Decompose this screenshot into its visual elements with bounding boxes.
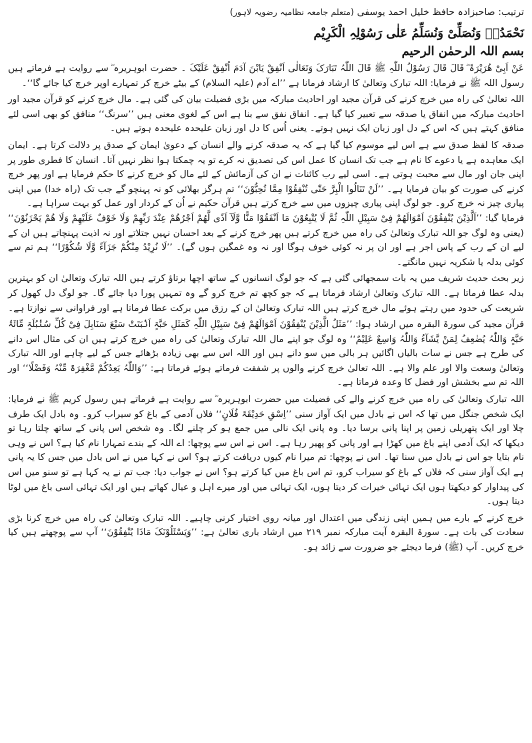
body-paragraph: اللہ تعالیٰ کی راہ میں خرچ کرنے کی قرآن مجید اور احادیث مبارکہ میں بڑی فضیلت بیان کی گئی ہے۔ مال خرچ کرنے کو قرآن مجید اور احادیث مبارکہ میں انفاق یا صدقہ سے تعبیر کیا گیا ہے۔ انفاق نفق سے بنا ہے اس کے لغوی معنی ہیں ’’سرنگ‘‘ منافق کو بھی اسی لئے منافق کہتے ہیں کہ اس کے دل اور زبان ایک نہیں ہوتے۔ یعنی اُس کا دل اور زبان علیحدہ علیحدہ ہوتے ہیں۔ — [8, 94, 524, 135]
body-paragraph: خرچ کرنے کے بارے میں ہمیں اپنی زندگی میں اعتدال اور میانہ روی اختیار کرنی چاہیے۔ اللہ تبارک وتعالیٰ کی راہ میں خرچ کرنا بڑی سعادت کی بات ہے۔ سورۃ البقرہ آیت مبارکہ نمبر ۲۱۹ میں ارشاد باری تعالیٰ ہے: ’’وَیَسْئَلُوْنَکَ مَاذَا یُنْفِقُوْنَ‘‘ آپ سے پوچھتے ہیں کیا خرچ کریں۔ آپ (ﷺ) فرما دیجئے جو ضرورت سے زائد ہو۔ — [8, 512, 524, 553]
byline-affiliation: (متعلم جامعہ نظامیہ رضویہ لاہور) — [229, 8, 354, 18]
hadith-paragraph: عَنْ اَبِیْ ھُرَیْرَۃَ ؓ قَالَ قَالَ رَسُوْلُ اللّٰہِ ﷺ قَالَ اللّٰہُ تَبَارَکَ وَتَعَالٰی اَنْفِقْ یَابْنَ آدَمَ اُنْفِقْ عَلَیْکَ ۔ حضرت ابوہریرہ ؓ سے روایت ہے فرماتے ہیں رسول اللہ ﷺ نے فرمایا: اللہ تبارک وتعالیٰ کا ارشاد فرمانا ہے ’’اے آدم (علیہ السلام) کے بیٹے خرچ کر تمہارے اوپر خرچ کیا جائے گا‘‘۔ — [8, 63, 524, 89]
byline-author: صاحبزادہ حافظ خلیل احمد یوسفی — [356, 7, 496, 18]
salawat-heading: نَحْمَدُہٗ وَنُصَلِّیْ وَنُسَلِّمُ عَلٰی رَسُوْلِہِ الْکَرِیْم — [313, 26, 524, 40]
body-paragraph: قرآن مجید کی سورۃ البقرہ میں ارشاد ہوا: ’’مَثَلُ الَّذِیْنَ یُنْفِقُوْنَ اَمْوَالَھُمْ فِیْ سَبِیْلِ اللّٰہِ کَمَثَلِ حَبَّۃٍ اَنْۢبَتَتْ سَبْعَ سَنَابِلَ فِیْ کُلِّ سُنْۢبُلَۃٍ مِّائَۃُ حَبَّۃٍ وَاللّٰہُ یُضٰعِفُ لِمَنْ یَّشَآءُ وَاللّٰہُ وَاسِعٌ عَلِیْمٌ‘‘ وہ لوگ جو اپنے مال اللہ تبارک وتعالیٰ کی راہ میں خرچ کرتے ہیں ان کی مثال اس دانے کی طرح ہے جس نے سات بالیاں اگائیں ہر بالی میں سو دانے ہیں اور اللہ اس سے بھی زیادہ بڑھائے جس کے لیے چاہے اور اللہ تبارک وتعالیٰ وسعت والا اور علم والا ہے۔ اللہ تعالیٰ خرچ کرنے والوں پر شفقت فرماتے ہوئے فرماتا ہے: ’’وَاللّٰہُ یَعِدُکُمْ مَّغْفِرَۃً مِّنْہُ وَفَضْلًا‘‘ اور اللہ تم سے بخشش اور فضل کا وعدہ فرماتا ہے۔ — [8, 319, 524, 389]
bismillah-heading: بسم اللہ الرحمٰن الرحیم — [401, 44, 524, 58]
body-paragraph: زیر بحث حدیث شریف میں یہ بات سمجھائی گئی ہے کہ جو لوگ انسانوں کے ساتھ اچھا برتاؤ کرتے ہیں اللہ تبارک وتعالیٰ ان کو بہترین بدلہ عطا فرماتا ہے۔ اللہ تبارک وتعالیٰ ارشاد فرماتا ہے کہ جو کچھ تم خرچ کرو گے وہ تمہیں پورا دیا جائے گا۔ جو لوگ دل کھول کر شریعت کی حدود میں رہتے ہوئے مال خرچ کرتے ہیں اللہ تبارک وتعالیٰ ان کے رزق میں برکت عطا فرماتا ہے اور فراوانی سے نوازتا ہے۔ — [8, 273, 524, 314]
byline — [8, 6, 524, 20]
byline-label: ترتیب: — [498, 7, 524, 18]
body-paragraph: فرمایا گیا: ’’اَلَّذِیْنَ یُنْفِقُوْنَ اَمْوَالَھُمْ فِیْ سَبِیْلِ اللّٰہِ ثُمَّ لَا یُتْبِعُوْنَ مَا اَنْفَقُوْا مَنًّا وَّلَآ اَذًی لَّھُمْ اَجْرُھُمْ عِنْدَ رَبِّھِمْ وَلَا خَوْفٌ عَلَیْھِمْ وَلَا ھُمْ یَحْزَنُوْنَ‘‘ (یعنی وہ لوگ جو اللہ تبارک وتعالیٰ کی راہ میں خرچ کرتے ہیں پھر خرچ کرنے کے بعد احسان نہیں جتلاتے اور نہ اذیت پہنچاتے ہیں ان کے لیے ان کے رب کے پاس اجر ہے اور ان پر نہ کوئی خوف ہوگا اور نہ وہ غمگین ہوں گے)۔ ’’لَا نُرِیْدُ مِنْکُمْ جَزَآءً وَّلَا شُکُوْرًا‘‘ ہم تم سے کوئی بدلہ یا شکریہ نہیں مانگتے۔ — [8, 212, 524, 268]
body-paragraph: صدقہ کا لفظ صدق سے ہے اس لیے موسوم کیا گیا ہے کہ یہ صدقہ کرنے والے انسان کے دعویٰ ایمان کے صدق پر دلالت کرتا ہے۔ ایمان ایک معاہدہ ہے یا دعوے کا نام ہے جب تک انسان کا عمل اس کی تصدیق نہ کرے تو یہ چمکتا ہوا نظر نہیں آتا۔ انسان کا فطری طور پر اپنی جان اور مال سے محبت ہوتی ہے۔ اسی لیے رب کائنات نے ان کی آزمائش کے لئے مال کو خرچ کرنے کا حکم فرمایا ہے اور پھر خرچ کرنے کی صورت کو بیان فرمایا ہے۔ ’’لَنْ تَنَالُوا الْبِرَّ حَتّٰی تُنْفِقُوْا مِمَّا تُحِبُّوْنَ‘‘ تم ہرگز بھلائی کو نہ پہنچو گے جب تک (راہ خدا) میں اپنی پیاری چیز نہ خرچ کرو۔ جو لوگ اپنی پیاری چیزوں میں سے خرچ کرتے ہیں قرآن حکیم نے اُن کے کردار اور عمل کو بہت سراہا ہے۔ — [8, 139, 524, 210]
body-paragraph: اللہ تبارک وتعالیٰ کی راہ میں خرچ کرنے والے کی فضیلت میں حضرت ابوہریرہ ؓ سے روایت ہے فرماتے ہیں رسول کریم ﷺ نے فرمایا: ایک شخص جنگل میں تھا کہ اس نے بادل میں ایک آواز سنی ’’اِسْقِ حَدِیْقَۃَ فُلَانٍ‘‘ فلاں آدمی کے باغ کو سیراب کرو۔ وہ بادل ایک طرف چلا اور ایک پتھریلی زمین پر اپنا پانی برسا دیا۔ وہ پانی ایک نالی میں جمع ہو کر چلنے لگا۔ وہ شخص اس پانی کے ساتھ چلتا رہا تو دیکھا کہ ایک آدمی اپنے باغ میں کھڑا ہے اور پانی کو پھیر رہا ہے۔ اس نے اس سے پوچھا: اے اللہ کے بندے تمہارا نام کیا ہے؟ اس نے وہی نام بتایا جو اس نے بادل میں سنا تھا۔ اس نے پوچھا: تم میرا نام کیوں دریافت کرتے ہو؟ اس نے کہا میں نے اس بادل میں جس کا یہ پانی ہے ایک آواز سنی کہ فلاں کے باغ کو سیراب کرو، تم اس باغ میں کیا کرتے ہو؟ اس نے جواب دیا: جب تم نے یہ کہا ہے تو سنو میں اس کی پیداوار کو دیکھتا ہوں ایک تہائی خیرات کر دیتا ہوں، ایک تہائی میں اور میرے اہل و عیال کھاتے ہیں اور ایک تہائی اسی باغ میں لوٹا دیتا ہوں۔ — [8, 394, 524, 508]
